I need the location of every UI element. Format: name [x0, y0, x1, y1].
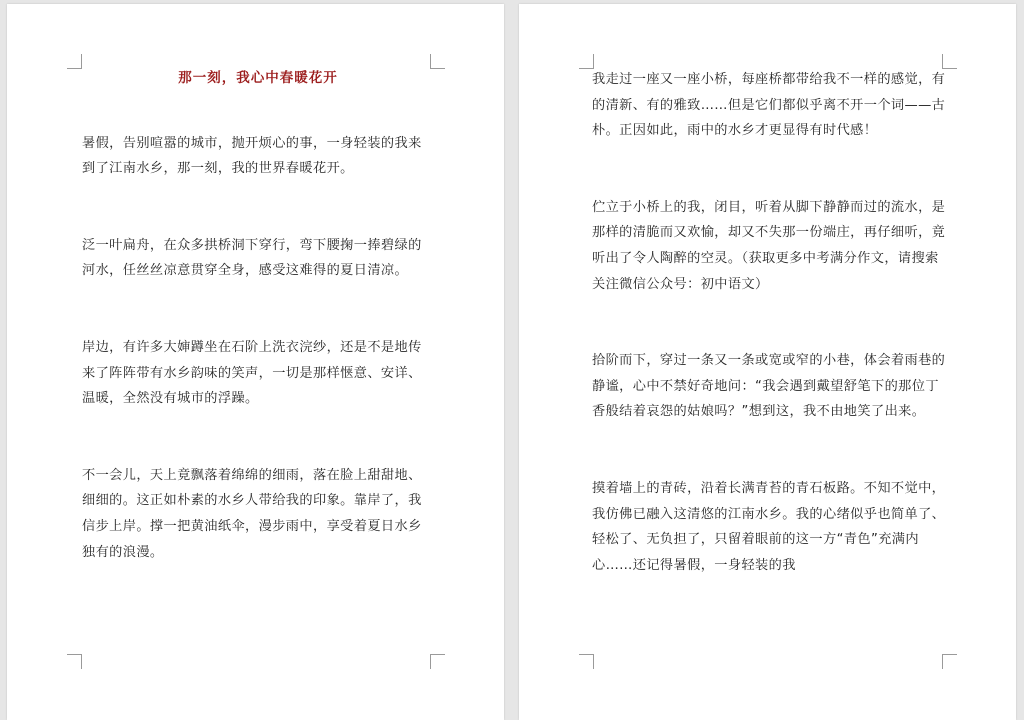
document-title: 那一刻，我心中春暖花开: [178, 70, 338, 86]
paragraph: 暑假，告别喧嚣的城市，抛开烦心的事，一身轻装的我来到了江南水乡，那一刻，我的世界春暖花开。: [82, 135, 422, 177]
page-body: [592, 67, 948, 629]
margin-corner-mark: [67, 54, 82, 69]
page-body: [82, 66, 434, 616]
paragraph: 伫立于小桥上的我，闭目，听着从脚下静静而过的流水，是那样的清脆而又欢愉，却又不失那一份端庄，再仔细听，竟听出了令人陶醉的空灵。（获取更多中考满分作文，请搜索关注微信公众号：初中语文）: [592, 199, 946, 292]
margin-corner-mark: [942, 654, 957, 669]
paragraph: 不一会儿，天上竟飘落着绵绵的细雨，落在脸上甜甜地、细细的。这正如朴素的水乡人带给我的印象。靠岸了，我信步上岸。撑一把黄油纸伞，漫步雨中，享受着夏日水乡独有的浪漫。: [82, 467, 422, 560]
paragraph: 岸边，有许多大婶蹲坐在石阶上洗衣浣纱，还是不是地传来了阵阵带有水乡韵味的笑声，一切是那样惬意、安详、温暖，全然没有城市的浮躁。: [82, 339, 422, 407]
document-page-right: [519, 4, 1016, 720]
document-page-left: [7, 4, 504, 720]
margin-corner-mark: [430, 654, 445, 669]
paragraph: 我走过一座又一座小桥，每座桥都带给我不一样的感觉，有的清新、有的雅致……但是它们都似乎离不开一个词——古朴。正因如此，雨中的水乡才更显得有时代感！: [592, 72, 946, 139]
paragraph: 摸着墙上的青砖，沿着长满青苔的青石板路。不知不觉中，我仿佛已融入这清悠的江南水乡。我的心绪似乎也简单了、轻松了、无负担了，只留着眼前的这一方“青色”充满内心……还记得暑假，一身轻装的我: [592, 480, 946, 573]
paragraph: 泛一叶扁舟，在众多拱桥洞下穿行，弯下腰掬一捧碧绿的河水，任丝丝凉意贯穿全身，感受这难得的夏日清凉。: [82, 237, 422, 279]
paragraph: 拾阶而下，穿过一条又一条或宽或窄的小巷，体会着雨巷的静谧，心中不禁好奇地问：“我会遇到戴望舒笔下的那位丁香般结着哀怨的姑娘吗？”想到这，我不由地笑了出来。: [592, 353, 946, 420]
margin-corner-mark: [579, 654, 594, 669]
margin-corner-mark: [67, 654, 82, 669]
